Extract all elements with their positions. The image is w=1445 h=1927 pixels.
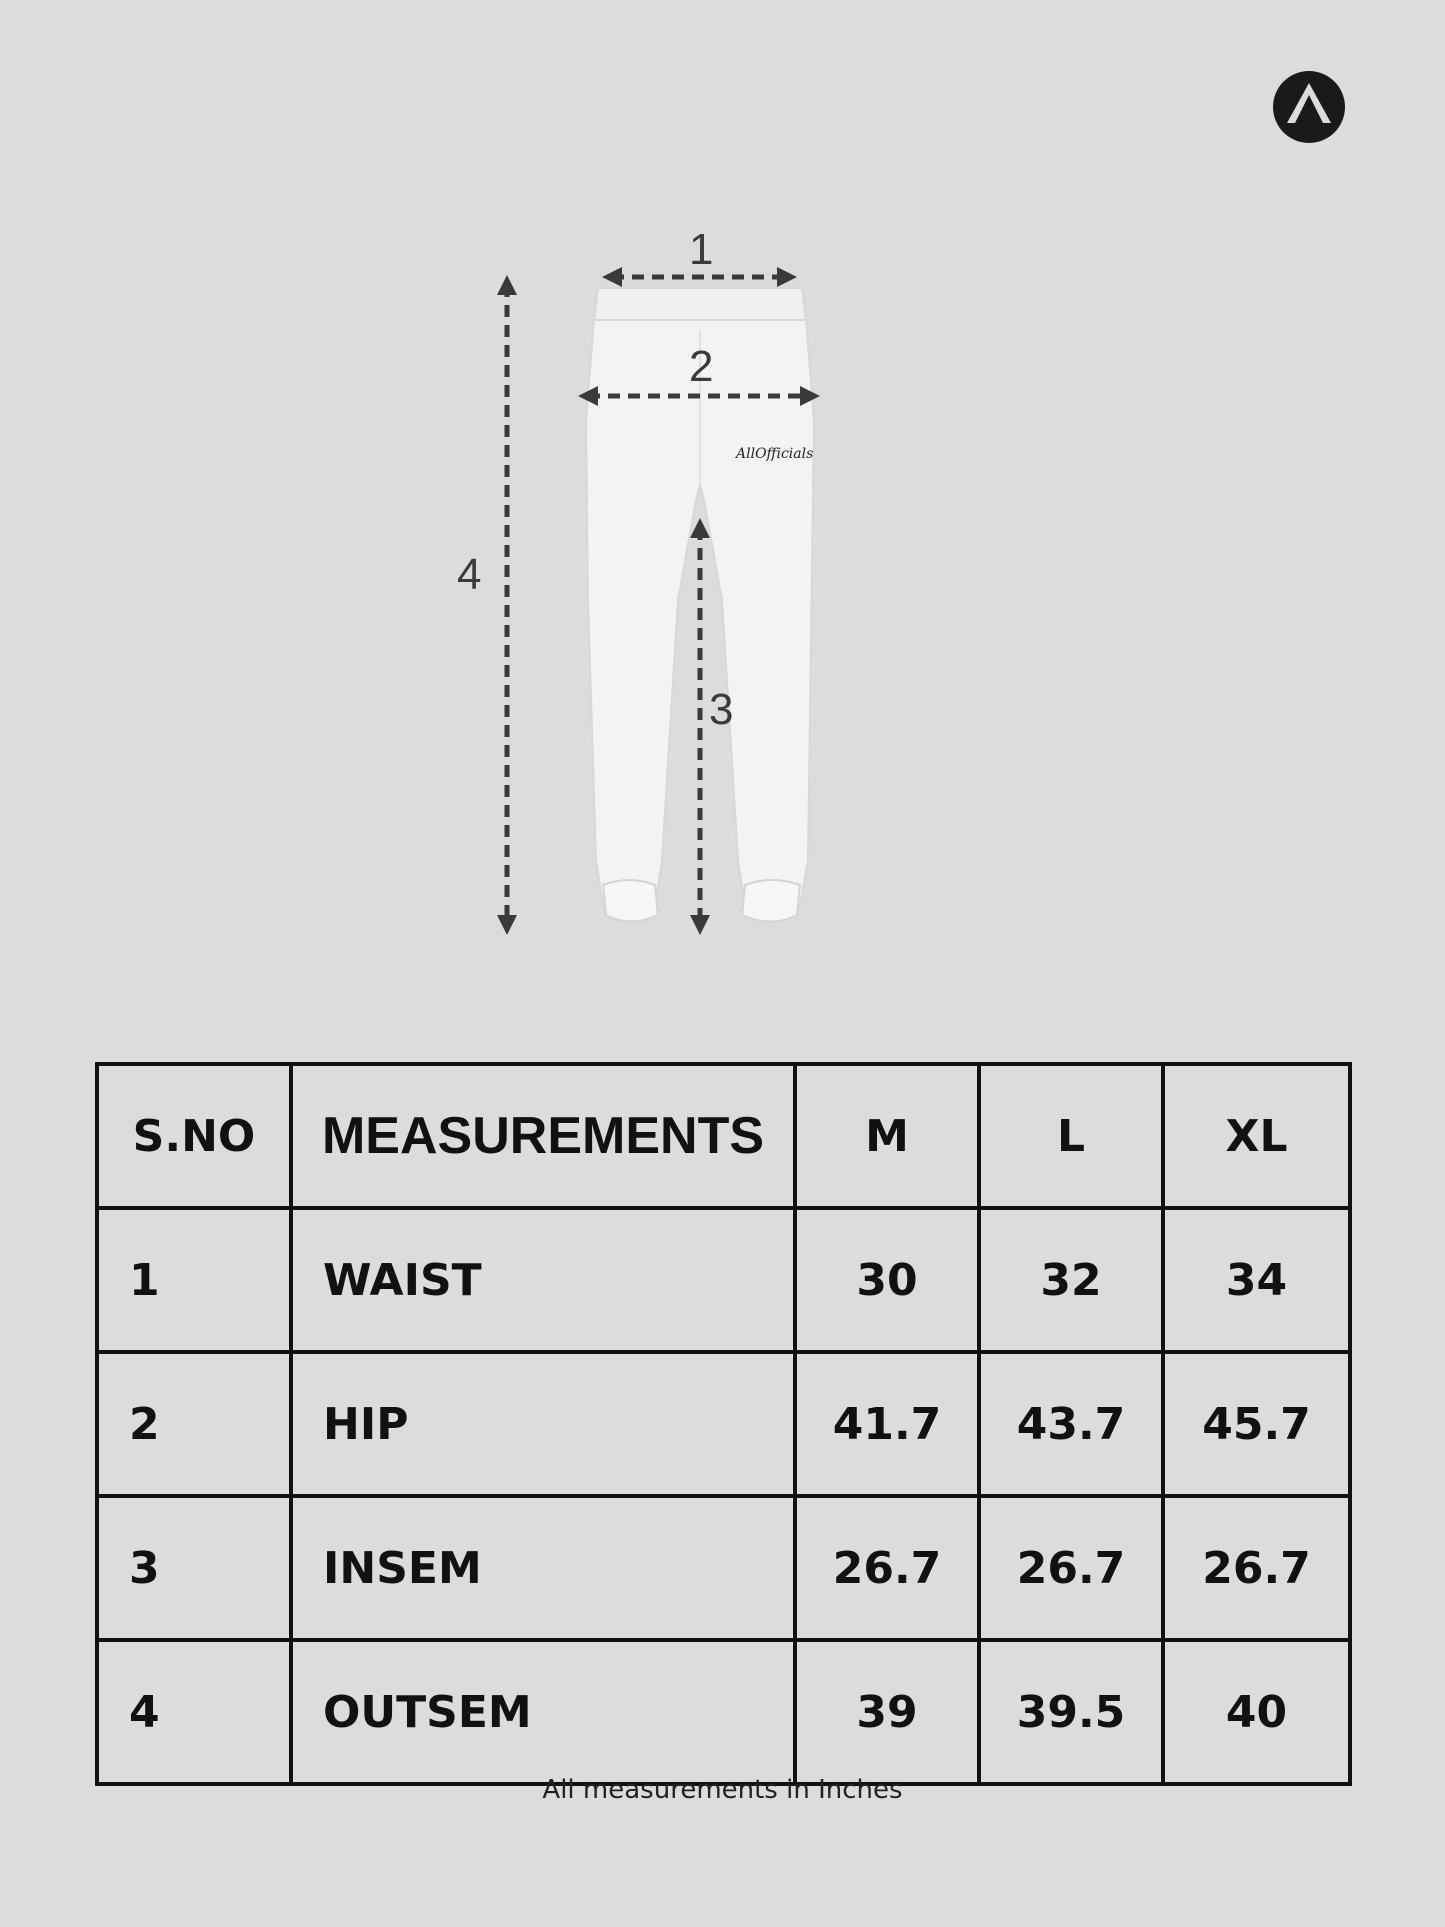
cell-xl: 40 [1163, 1640, 1350, 1784]
cell-measurement: INSEM [291, 1496, 795, 1640]
header-l: L [979, 1064, 1163, 1208]
cell-measurement: HIP [291, 1352, 795, 1496]
header-m: M [795, 1064, 979, 1208]
cell-sno: 2 [97, 1352, 291, 1496]
size-chart-table [95, 1062, 1352, 1786]
cell-m: 39 [795, 1640, 979, 1784]
cell-sno: 3 [97, 1496, 291, 1640]
pants-measurement-diagram [0, 0, 1445, 960]
cell-sno: 4 [97, 1640, 291, 1784]
cell-sno: 1 [97, 1208, 291, 1352]
outsem-dimension-label: 4 [457, 550, 482, 599]
cell-l: 26.7 [979, 1496, 1163, 1640]
cell-l: 39.5 [979, 1640, 1163, 1784]
cell-xl: 45.7 [1163, 1352, 1350, 1496]
header-sno: S.NO [97, 1064, 291, 1208]
cell-l: 32 [979, 1208, 1163, 1352]
units-footnote: All measurements in Inches [542, 1775, 903, 1805]
cell-xl: 34 [1163, 1208, 1350, 1352]
table-row [97, 1208, 1350, 1352]
insem-dimension-label: 3 [709, 685, 734, 734]
cell-m: 26.7 [795, 1496, 979, 1640]
cell-m: 30 [795, 1208, 979, 1352]
cell-l: 43.7 [979, 1352, 1163, 1496]
waist-dimension-label: 1 [689, 225, 714, 274]
hip-dimension-label: 2 [689, 342, 714, 391]
table-header-row [97, 1064, 1350, 1208]
cell-xl: 26.7 [1163, 1496, 1350, 1640]
cell-m: 41.7 [795, 1352, 979, 1496]
brand-script: AllOfficials [736, 446, 814, 462]
table-row [97, 1640, 1350, 1784]
header-xl: XL [1163, 1064, 1350, 1208]
header-measurements: MEASUREMENTS [291, 1064, 795, 1208]
table-row [97, 1352, 1350, 1496]
cell-measurement: WAIST [291, 1208, 795, 1352]
table-row [97, 1496, 1350, 1640]
cell-measurement: OUTSEM [291, 1640, 795, 1784]
